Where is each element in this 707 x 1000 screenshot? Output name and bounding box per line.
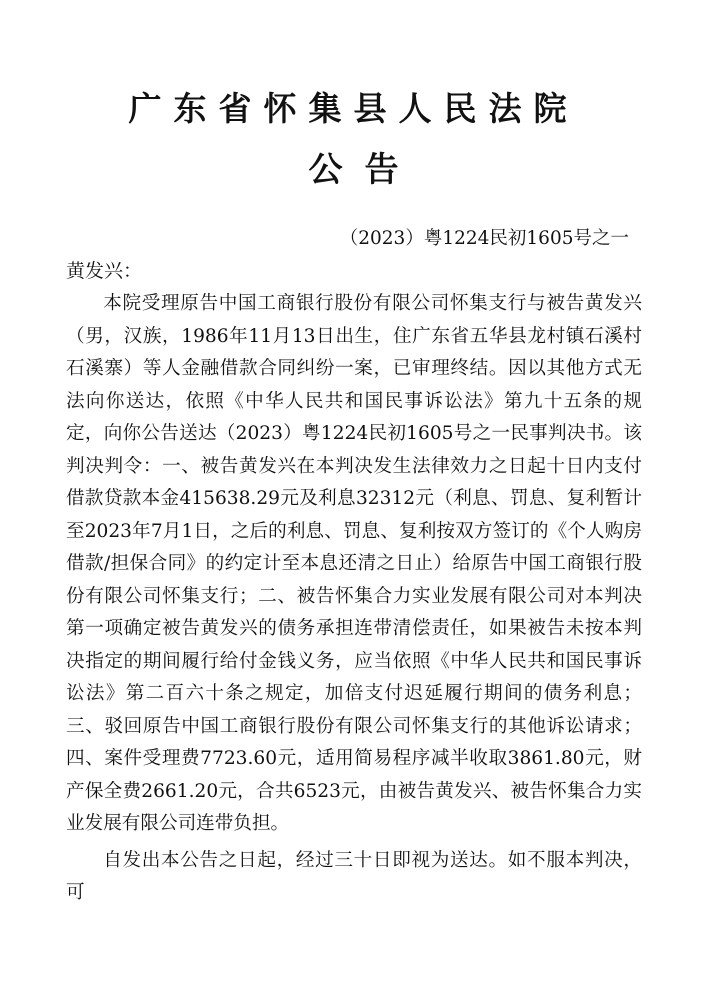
addressee: 黄发兴： [66, 260, 143, 282]
announcement-body [66, 288, 642, 910]
body-paragraph-service: 自发出本公告之日起，经过三十日即视为送达。如不服本判决，可 [66, 849, 642, 903]
document-title: 公告 [308, 150, 421, 190]
court-name: 广东省怀集县人民法院 [128, 89, 579, 128]
case-number: （2023）粤1224民初1605号之一 [339, 228, 629, 249]
body-paragraph-judgment: 本院受理原告中国工商银行股份有限公司怀集支行与被告黄发兴（男，汉族，1986年11月13日出生，住广东省五华县龙村镇石溪村石溪寨）等人金融借款合同纠纷一案，已审理终结。因以其他方式无法向你送达，依照《中华人民共和国民事诉讼法》第九十五条的规定，向你公告送达（2023）粤1224民初1605号之一民事判决书。该判决判令：一、被告黄发兴在本判决发生法律效力之日起十日内支付借款贷款本金415638.29元及利息32312元（利息、罚息、复利暂计至2023年7月1日，之后的利息、罚息、复利按双方签订的《个人购房借款/担保合同》的约定计至本息还清之日止）给原告中国工商银行股份有限公司怀集支行；二、被告怀集合力实业发展有限公司对本判决第一项确定被告黄发兴的债务承担连带清偿责任，如果被告未按本判决指定的期间履行给付金钱义务，应当依照《中华人民共和国民事诉讼法》第二百六十条之规定，加倍支付迟延履行期间的债务利息；三、驳回原告中国工商银行股份有限公司怀集支行的其他诉讼请求；四、案件受理费7723.60元，适用简易程序减半收取3861.80元，财产保全费2661.20元，合共6523元，由被告黄发兴、被告怀集合力实业发展有限公司连带负担。 [66, 293, 642, 834]
